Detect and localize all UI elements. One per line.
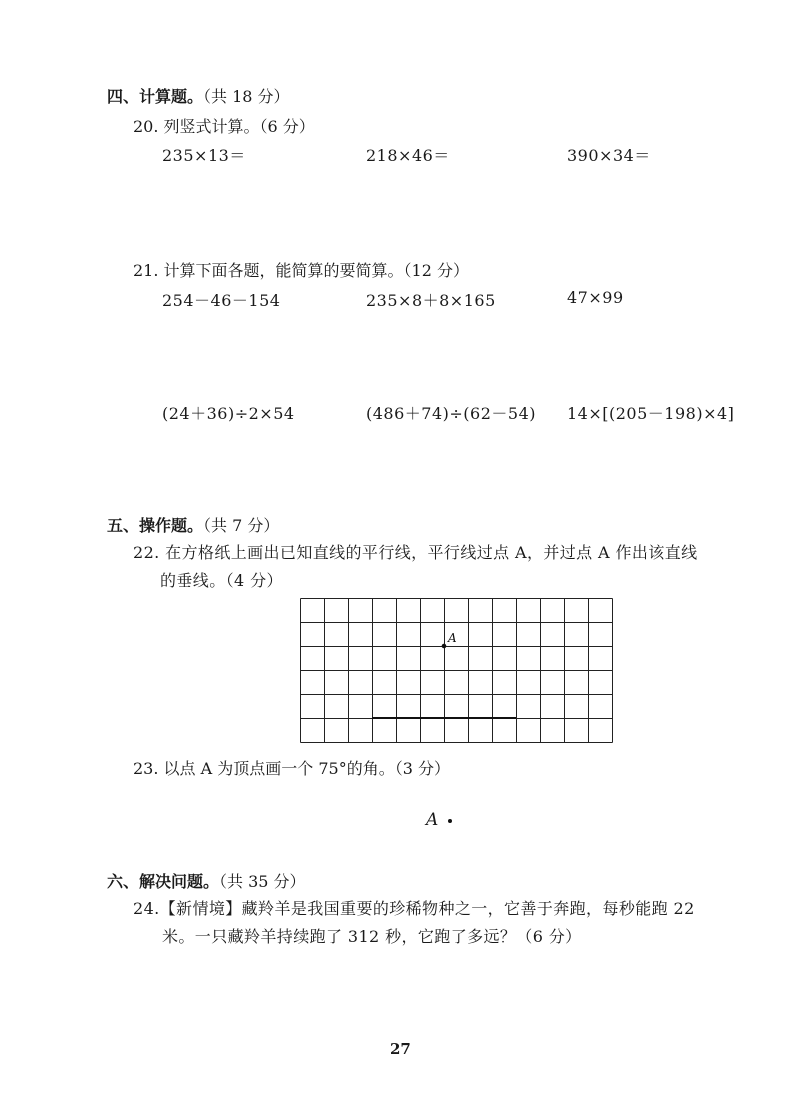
q22-line-2: 的垂线。（4 分）	[160, 571, 283, 590]
section-six-heading	[107, 869, 306, 892]
q21-row2-expr-2: (486＋74)÷(62－54)	[366, 404, 536, 423]
section-five-points: （共 7 分）	[203, 516, 280, 535]
page-number: 27	[390, 1040, 411, 1058]
q21-row1-expr-1: 254－46－154	[162, 291, 281, 310]
section-six-points: （共 35 分）	[219, 872, 306, 891]
q23-prompt: 23. 以点 A 为顶点画一个 75°的角。（3 分）	[133, 759, 450, 778]
section-four-title: 四、计算题。	[107, 87, 204, 106]
q20-expr-1: 235×13＝	[162, 146, 246, 165]
q20-expr-2: 218×46＝	[366, 146, 450, 165]
section-six-title: 六、解决问题。	[107, 872, 220, 891]
q23-point	[426, 810, 452, 830]
q21-row1-expr-2: 235×8＋8×165	[366, 291, 496, 310]
q21-row2-expr-3: 14×[(205－198)×4]	[567, 404, 735, 423]
section-four-points: （共 18 分）	[203, 87, 290, 106]
q24-line-1: 24.【新情境】藏羚羊是我国重要的珍稀物种之一，它善于奔跑，每秒能跑 22	[133, 899, 695, 918]
q21-prompt: 21. 计算下面各题，能简算的要简算。（12 分）	[133, 261, 469, 280]
section-four-heading	[107, 84, 290, 107]
q21-row1-expr-3: 47×99	[567, 288, 624, 307]
point-a	[442, 644, 447, 649]
q21-row2-expr-1: (24＋36)÷2×54	[162, 404, 295, 423]
grid-point-a-label: A	[448, 631, 457, 645]
section-five-title: 五、操作题。	[107, 516, 204, 535]
q24-line-2: 米。一只藏羚羊持续跑了 312 秒，它跑了多远？（6 分）	[162, 927, 582, 946]
q22-line-1: 22. 在方格纸上画出已知直线的平行线，平行线过点 A，并过点 A 作出该直线	[133, 543, 698, 562]
q20-expr-3: 390×34＝	[567, 146, 651, 165]
q20-prompt: 20. 列竖式计算。（6 分）	[133, 117, 315, 136]
q23-point-a-label: A	[426, 810, 439, 830]
grid-paper	[300, 598, 613, 746]
section-five-heading	[107, 513, 279, 536]
q23-point-dot	[448, 819, 452, 823]
